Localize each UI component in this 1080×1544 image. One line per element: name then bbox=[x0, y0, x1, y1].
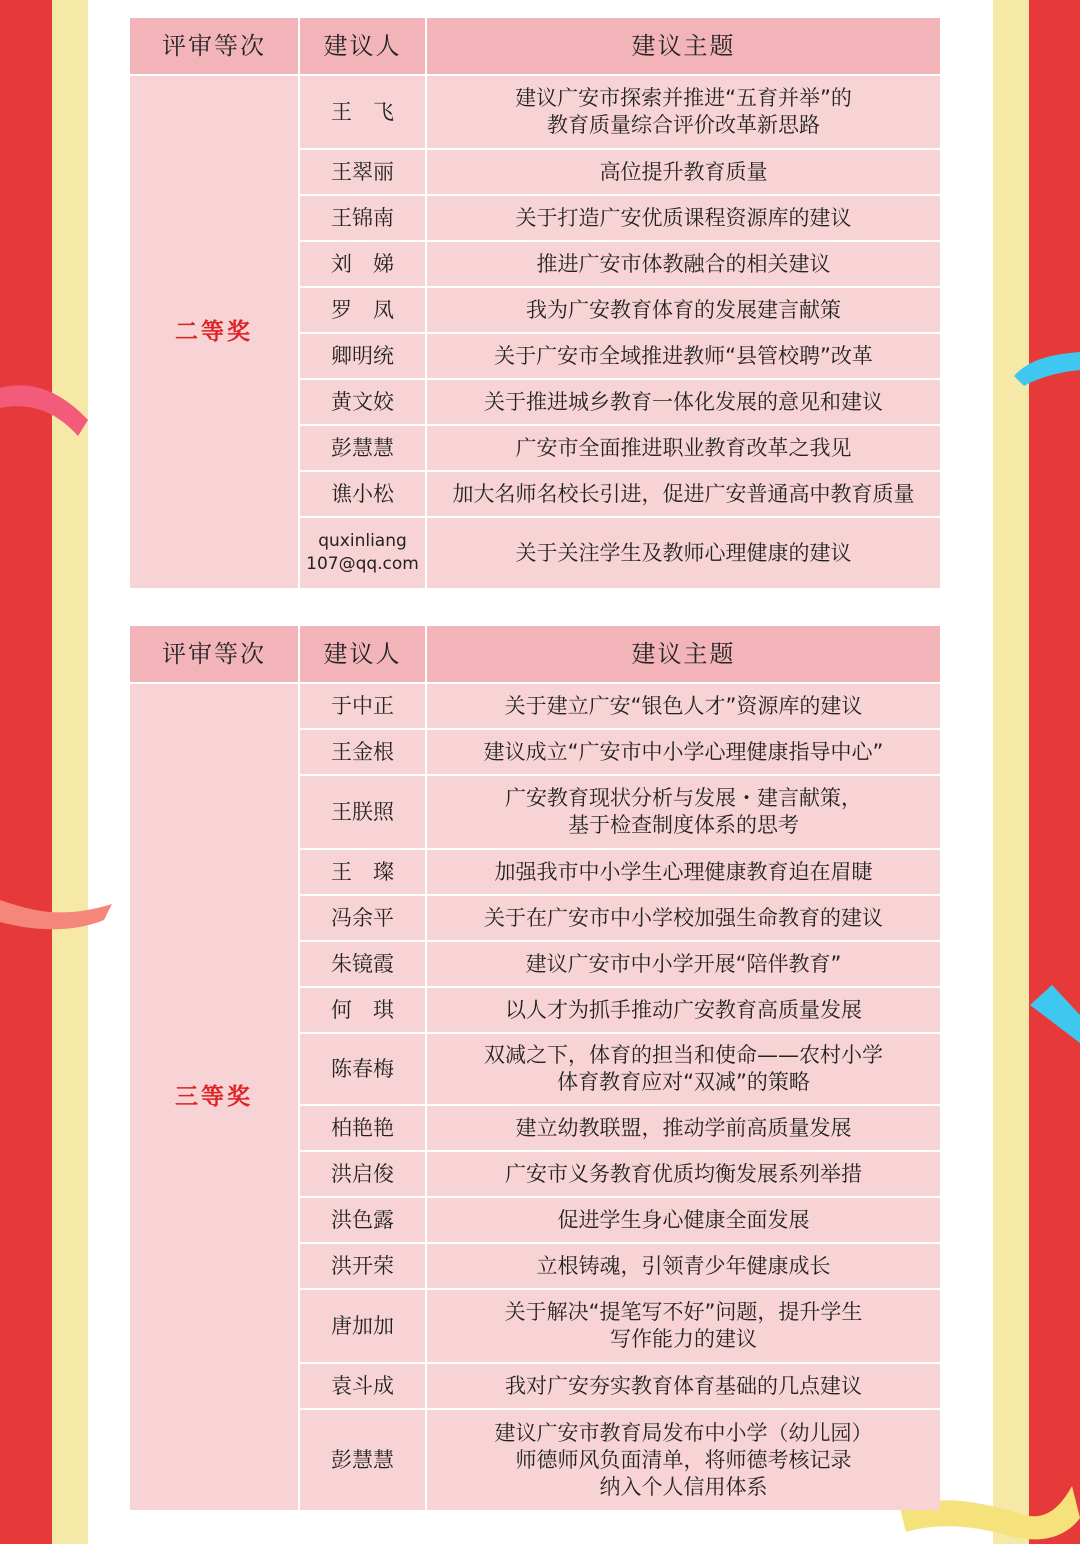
topic-cell: 广安市义务教育优质均衡发展系列举措 bbox=[427, 1152, 940, 1196]
proposer-cell: 卿明统 bbox=[300, 334, 425, 378]
proposer-cell: 洪开荣 bbox=[300, 1244, 425, 1288]
proposer-cell: 唐加加 bbox=[300, 1290, 425, 1362]
salmon-ribbon-decoration bbox=[0, 890, 115, 940]
header-proposer: 建议人 bbox=[300, 18, 425, 74]
proposer-cell: 王锦南 bbox=[300, 196, 425, 240]
third-prize-table bbox=[130, 626, 940, 1510]
topic-cell: 双减之下，体育的担当和使命——农村小学 体育教育应对“双减”的策略 bbox=[427, 1034, 940, 1104]
topic-cell: 我对广安夯实教育体育基础的几点建议 bbox=[427, 1364, 940, 1408]
header-topic: 建议主题 bbox=[427, 626, 940, 682]
proposer-cell: 柏艳艳 bbox=[300, 1106, 425, 1150]
topic-cell: 关于推进城乡教育一体化发展的意见和建议 bbox=[427, 380, 940, 424]
topic-cell: 广安市全面推进职业教育改革之我见 bbox=[427, 426, 940, 470]
right-red-border bbox=[1029, 0, 1080, 1544]
proposer-cell: 谯小松 bbox=[300, 472, 425, 516]
topic-cell: 推进广安市体教融合的相关建议 bbox=[427, 242, 940, 286]
proposer-cell: 王 璨 bbox=[300, 850, 425, 894]
proposer-cell: 王翠丽 bbox=[300, 150, 425, 194]
proposer-cell: 彭慧慧 bbox=[300, 1410, 425, 1510]
proposer-cell-email: quxinliang 107@qq.com bbox=[300, 518, 425, 588]
proposer-cell: 黄文姣 bbox=[300, 380, 425, 424]
header-topic: 建议主题 bbox=[427, 18, 940, 74]
proposer-cell: 刘 娣 bbox=[300, 242, 425, 286]
left-cream-border bbox=[52, 0, 88, 1544]
topic-cell: 建议广安市中小学开展“陪伴教育” bbox=[427, 942, 940, 986]
topic-cell: 高位提升教育质量 bbox=[427, 150, 940, 194]
proposer-cell: 彭慧慧 bbox=[300, 426, 425, 470]
proposer-cell: 王朕照 bbox=[300, 776, 425, 848]
proposer-cell: 朱镜霞 bbox=[300, 942, 425, 986]
topic-cell: 关于关注学生及教师心理健康的建议 bbox=[427, 518, 940, 588]
topic-cell: 加大名师名校长引进，促进广安普通高中教育质量 bbox=[427, 472, 940, 516]
proposer-cell: 王 飞 bbox=[300, 76, 425, 148]
second-prize-table bbox=[130, 18, 940, 588]
header-level: 评审等次 bbox=[130, 626, 298, 682]
topic-cell: 关于在广安市中小学校加强生命教育的建议 bbox=[427, 896, 940, 940]
tier-label-second: 二等奖 bbox=[130, 76, 298, 588]
blue-ribbon-decoration-top bbox=[1010, 348, 1080, 388]
proposer-cell: 陈春梅 bbox=[300, 1034, 425, 1104]
topic-cell: 建立幼教联盟，推动学前高质量发展 bbox=[427, 1106, 940, 1150]
proposer-cell: 于中正 bbox=[300, 684, 425, 728]
topic-cell: 我为广安教育体育的发展建言献策 bbox=[427, 288, 940, 332]
topic-cell: 建议广安市探索并推进“五育并举”的 教育质量综合评价改革新思路 bbox=[427, 76, 940, 148]
proposer-cell: 何 琪 bbox=[300, 988, 425, 1032]
proposer-cell: 洪启俊 bbox=[300, 1152, 425, 1196]
topic-cell: 广安教育现状分析与发展・建言献策， 基于检查制度体系的思考 bbox=[427, 776, 940, 848]
proposer-cell: 冯余平 bbox=[300, 896, 425, 940]
topic-cell: 加强我市中小学生心理健康教育迫在眉睫 bbox=[427, 850, 940, 894]
proposer-cell: 洪色露 bbox=[300, 1198, 425, 1242]
pink-ribbon-decoration bbox=[0, 380, 92, 460]
blue-ribbon-decoration-bottom bbox=[1030, 985, 1080, 1045]
proposer-cell: 罗 凤 bbox=[300, 288, 425, 332]
proposer-cell: 袁斗成 bbox=[300, 1364, 425, 1408]
topic-cell: 促进学生身心健康全面发展 bbox=[427, 1198, 940, 1242]
right-cream-border bbox=[993, 0, 1029, 1544]
header-proposer: 建议人 bbox=[300, 626, 425, 682]
topic-cell: 关于建立广安“银色人才”资源库的建议 bbox=[427, 684, 940, 728]
topic-cell: 立根铸魂，引领青少年健康成长 bbox=[427, 1244, 940, 1288]
topic-cell: 关于打造广安优质课程资源库的建议 bbox=[427, 196, 940, 240]
topic-cell: 关于解决“提笔写不好”问题，提升学生 写作能力的建议 bbox=[427, 1290, 940, 1362]
topic-cell: 建议成立“广安市中小学心理健康指导中心” bbox=[427, 730, 940, 774]
left-red-border bbox=[0, 0, 52, 1544]
topic-cell: 关于广安市全域推进教师“县管校聘”改革 bbox=[427, 334, 940, 378]
topic-cell: 以人才为抓手推动广安教育高质量发展 bbox=[427, 988, 940, 1032]
proposer-cell: 王金根 bbox=[300, 730, 425, 774]
topic-cell: 建议广安市教育局发布中小学（幼儿园） 师德师风负面清单，将师德考核记录 纳入个人信用体系 bbox=[427, 1410, 940, 1510]
tier-label-third: 三等奖 bbox=[130, 684, 298, 1510]
header-level: 评审等次 bbox=[130, 18, 298, 74]
